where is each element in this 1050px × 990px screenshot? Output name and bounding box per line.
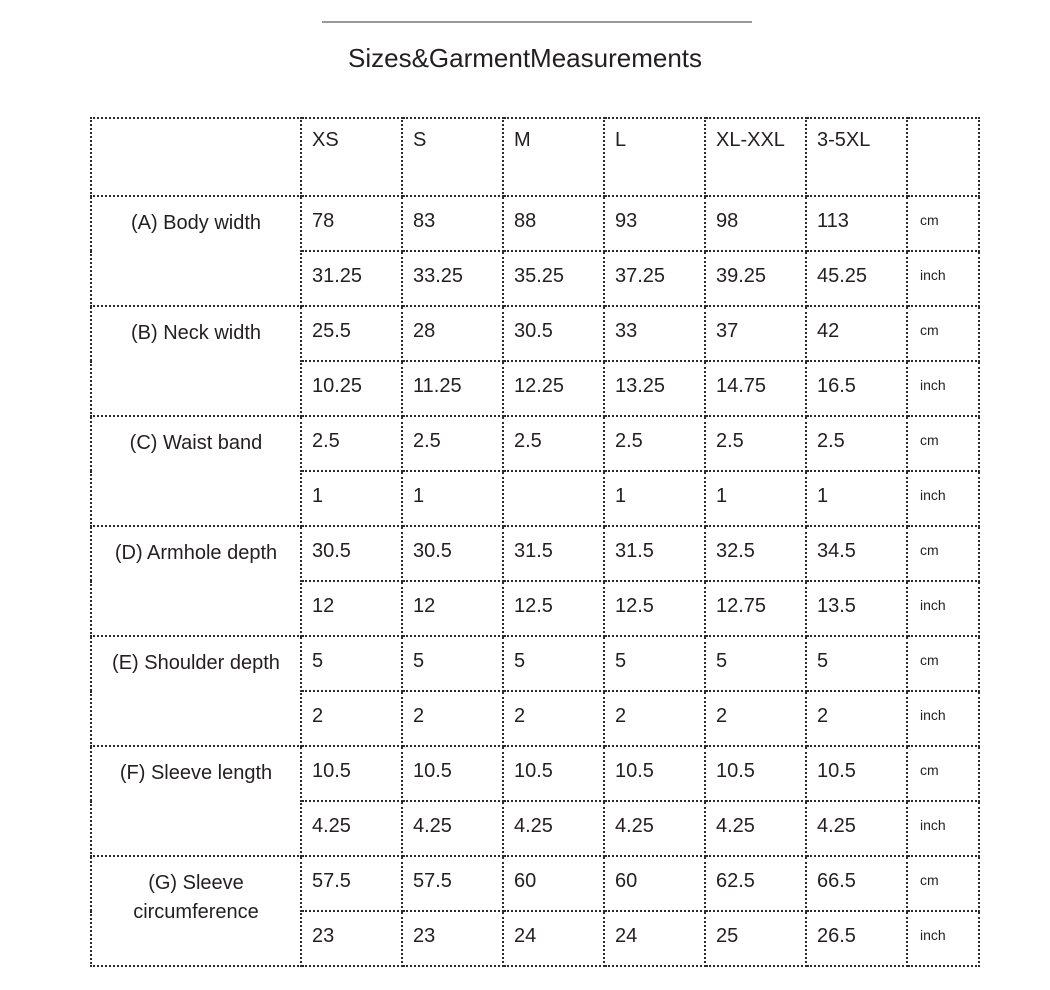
- cell-value: 2: [312, 705, 324, 727]
- cell-e-shoulder-depth-inch-xl-xxl: [705, 691, 806, 746]
- cell-d-armhole-depth-inch-xs: [301, 581, 402, 636]
- cell-value: 2: [514, 705, 526, 727]
- cell-f-sleeve-length-inch-s: [402, 801, 503, 856]
- row-label-a-body-width: [91, 196, 301, 306]
- cell-c-waist-band-cm-s: [402, 416, 503, 471]
- cell-value: 12: [312, 595, 335, 617]
- cell-c-waist-band-cm-xs: [301, 416, 402, 471]
- cell-value: 57.5: [312, 870, 351, 892]
- cell-value: 5: [615, 650, 627, 672]
- cell-b-neck-width-inch-s: [402, 361, 503, 416]
- cell-value: 1: [312, 485, 324, 507]
- unit-cell-c-waist-band-inch: [907, 471, 979, 526]
- cell-value: 62.5: [716, 870, 755, 892]
- cell-g-sleeve-circumference-inch-3-5xl: [806, 911, 907, 966]
- cell-value: 2.5: [312, 430, 340, 452]
- unit-cell-e-shoulder-depth-cm: [907, 636, 979, 691]
- header-cell-size-xs: [301, 118, 402, 196]
- cell-g-sleeve-circumference-inch-l: [604, 911, 705, 966]
- cell-value: 83: [413, 210, 436, 232]
- cell-value: 4.25: [615, 815, 654, 837]
- cell-value: 33: [615, 320, 638, 342]
- cell-value: 34.5: [817, 540, 856, 562]
- cell-value: 1: [817, 485, 829, 507]
- table-row-c-waist-band-cm: [91, 416, 979, 471]
- cell-value: 2: [413, 705, 425, 727]
- cell-value: 10.5: [514, 760, 553, 782]
- cell-value: 30.5: [514, 320, 553, 342]
- cell-value: 33.25: [413, 265, 464, 287]
- cell-value: 26.5: [817, 925, 856, 947]
- header-unit-label: [908, 119, 978, 128]
- unit-cell-b-neck-width-inch: [907, 361, 979, 416]
- cell-value: 31.25: [312, 265, 363, 287]
- unit-cell-f-sleeve-length-inch: [907, 801, 979, 856]
- row-label-d-armhole-depth: [91, 526, 301, 636]
- cell-value: 113: [817, 210, 849, 232]
- cell-f-sleeve-length-inch-l: [604, 801, 705, 856]
- header-cell-size-s: [402, 118, 503, 196]
- cell-value: 16.5: [817, 375, 856, 397]
- cell-a-body-width-inch-l: [604, 251, 705, 306]
- unit-label: cm: [920, 652, 939, 668]
- cell-a-body-width-inch-s: [402, 251, 503, 306]
- cell-e-shoulder-depth-inch-l: [604, 691, 705, 746]
- cell-e-shoulder-depth-inch-3-5xl: [806, 691, 907, 746]
- unit-label: inch: [920, 487, 946, 503]
- cell-value: 31.5: [514, 540, 553, 562]
- cell-a-body-width-cm-3-5xl: [806, 196, 907, 251]
- row-label-c-waist-band: [91, 416, 301, 526]
- row-label-text: (B) Neck width: [130, 322, 262, 344]
- cell-value: 2.5: [413, 430, 441, 452]
- cell-g-sleeve-circumference-cm-m: [503, 856, 604, 911]
- cell-e-shoulder-depth-cm-m: [503, 636, 604, 691]
- table-header-row: [91, 118, 979, 196]
- unit-label: cm: [920, 762, 939, 778]
- title-divider-rule: [322, 21, 752, 23]
- cell-value: 39.25: [716, 265, 767, 287]
- cell-a-body-width-inch-m: [503, 251, 604, 306]
- cell-value: 60: [615, 870, 638, 892]
- row-label-text: (F) Sleeve length: [119, 762, 273, 784]
- cell-f-sleeve-length-inch-3-5xl: [806, 801, 907, 856]
- header-cell-size-3-5xl: [806, 118, 907, 196]
- cell-f-sleeve-length-cm-l: [604, 746, 705, 801]
- cell-a-body-width-inch-3-5xl: [806, 251, 907, 306]
- cell-value: 2: [615, 705, 627, 727]
- table-row-a-body-width-cm: [91, 196, 979, 251]
- cell-value: 10.5: [413, 760, 452, 782]
- cell-value: 12.25: [514, 375, 565, 397]
- cell-value: 4.25: [716, 815, 755, 837]
- cell-value: 4.25: [817, 815, 856, 837]
- cell-a-body-width-cm-m: [503, 196, 604, 251]
- cell-d-armhole-depth-cm-xl-xxl: [705, 526, 806, 581]
- unit-cell-d-armhole-depth-cm: [907, 526, 979, 581]
- table-row-d-armhole-depth-cm: [91, 526, 979, 581]
- unit-cell-f-sleeve-length-cm: [907, 746, 979, 801]
- cell-value: 10.25: [312, 375, 363, 397]
- cell-value: 32.5: [716, 540, 755, 562]
- row-label-f-sleeve-length: [91, 746, 301, 856]
- row-label-g-sleeve-circumference: [91, 856, 301, 966]
- unit-label: inch: [920, 597, 946, 613]
- unit-label: cm: [920, 542, 939, 558]
- unit-label: cm: [920, 212, 939, 228]
- cell-value: 11.25: [413, 375, 462, 397]
- cell-e-shoulder-depth-cm-3-5xl: [806, 636, 907, 691]
- cell-value: 5: [312, 650, 324, 672]
- cell-value: 2.5: [514, 430, 542, 452]
- header-cell-size-m: [503, 118, 604, 196]
- cell-value: 78: [312, 210, 335, 232]
- cell-b-neck-width-cm-s: [402, 306, 503, 361]
- cell-f-sleeve-length-inch-m: [503, 801, 604, 856]
- cell-value: 10.5: [716, 760, 755, 782]
- cell-value: 25.5: [312, 320, 351, 342]
- cell-value: 1: [615, 485, 627, 507]
- size-chart-container: [90, 117, 978, 960]
- cell-value: [504, 472, 603, 484]
- cell-g-sleeve-circumference-cm-xs: [301, 856, 402, 911]
- unit-label: inch: [920, 817, 946, 833]
- cell-b-neck-width-cm-l: [604, 306, 705, 361]
- cell-e-shoulder-depth-cm-l: [604, 636, 705, 691]
- cell-value: 37.25: [615, 265, 666, 287]
- cell-a-body-width-cm-l: [604, 196, 705, 251]
- cell-value: 23: [413, 925, 436, 947]
- table-row-f-sleeve-length-cm: [91, 746, 979, 801]
- cell-g-sleeve-circumference-cm-3-5xl: [806, 856, 907, 911]
- cell-f-sleeve-length-cm-xs: [301, 746, 402, 801]
- unit-cell-e-shoulder-depth-inch: [907, 691, 979, 746]
- cell-d-armhole-depth-cm-l: [604, 526, 705, 581]
- unit-label: inch: [920, 927, 946, 943]
- cell-value: 23: [312, 925, 335, 947]
- cell-value: 4.25: [413, 815, 452, 837]
- cell-value: 4.25: [312, 815, 351, 837]
- cell-value: 45.25: [817, 265, 868, 287]
- cell-value: 13.5: [817, 595, 856, 617]
- header-cell-row-label: [91, 118, 301, 196]
- cell-value: 57.5: [413, 870, 452, 892]
- cell-b-neck-width-cm-m: [503, 306, 604, 361]
- cell-c-waist-band-inch-m: [503, 471, 604, 526]
- cell-e-shoulder-depth-cm-s: [402, 636, 503, 691]
- cell-value: 12: [413, 595, 436, 617]
- unit-label: cm: [920, 872, 939, 888]
- cell-a-body-width-inch-xs: [301, 251, 402, 306]
- cell-d-armhole-depth-cm-s: [402, 526, 503, 581]
- cell-value: 12.5: [514, 595, 553, 617]
- cell-d-armhole-depth-cm-m: [503, 526, 604, 581]
- cell-value: 5: [716, 650, 728, 672]
- cell-g-sleeve-circumference-cm-l: [604, 856, 705, 911]
- cell-value: 1: [413, 485, 425, 507]
- cell-b-neck-width-inch-3-5xl: [806, 361, 907, 416]
- cell-value: 30.5: [312, 540, 351, 562]
- cell-value: 14.75: [716, 375, 767, 397]
- cell-e-shoulder-depth-inch-xs: [301, 691, 402, 746]
- row-label-b-neck-width: [91, 306, 301, 416]
- cell-value: 12.75: [716, 595, 767, 617]
- cell-value: 10.5: [615, 760, 654, 782]
- cell-value: 1: [716, 485, 728, 507]
- cell-value: 24: [615, 925, 638, 947]
- cell-g-sleeve-circumference-cm-s: [402, 856, 503, 911]
- header-size-label: M: [514, 129, 531, 151]
- cell-d-armhole-depth-inch-s: [402, 581, 503, 636]
- unit-cell-g-sleeve-circumference-inch: [907, 911, 979, 966]
- cell-f-sleeve-length-cm-3-5xl: [806, 746, 907, 801]
- cell-g-sleeve-circumference-inch-s: [402, 911, 503, 966]
- unit-cell-g-sleeve-circumference-cm: [907, 856, 979, 911]
- cell-value: 37: [716, 320, 739, 342]
- cell-f-sleeve-length-inch-xs: [301, 801, 402, 856]
- unit-label: cm: [920, 322, 939, 338]
- row-label-e-shoulder-depth: [91, 636, 301, 746]
- cell-value: 5: [817, 650, 829, 672]
- unit-label: cm: [920, 432, 939, 448]
- cell-b-neck-width-inch-m: [503, 361, 604, 416]
- cell-value: 10.5: [817, 760, 856, 782]
- cell-b-neck-width-cm-3-5xl: [806, 306, 907, 361]
- cell-d-armhole-depth-cm-3-5xl: [806, 526, 907, 581]
- cell-d-armhole-depth-cm-xs: [301, 526, 402, 581]
- cell-g-sleeve-circumference-inch-xl-xxl: [705, 911, 806, 966]
- header-cell-size-xl-xxl: [705, 118, 806, 196]
- cell-c-waist-band-inch-s: [402, 471, 503, 526]
- header-row-label-text: [92, 119, 300, 128]
- cell-value: 2.5: [817, 430, 845, 452]
- cell-f-sleeve-length-cm-xl-xxl: [705, 746, 806, 801]
- header-cell-unit: [907, 118, 979, 196]
- row-label-text: (C) Waist band: [129, 432, 263, 454]
- cell-value: 2: [817, 705, 829, 727]
- cell-b-neck-width-cm-xl-xxl: [705, 306, 806, 361]
- header-size-label: 3-5XL: [817, 129, 871, 151]
- cell-value: 24: [514, 925, 537, 947]
- cell-value: 10.5: [312, 760, 351, 782]
- cell-c-waist-band-cm-l: [604, 416, 705, 471]
- cell-value: 35.25: [514, 265, 565, 287]
- unit-cell-a-body-width-inch: [907, 251, 979, 306]
- cell-c-waist-band-cm-m: [503, 416, 604, 471]
- cell-c-waist-band-inch-l: [604, 471, 705, 526]
- row-label-text: (E) Shoulder depth: [112, 652, 280, 674]
- row-label-text: (A) Body width: [130, 212, 262, 234]
- cell-value: 13.25: [615, 375, 666, 397]
- cell-b-neck-width-inch-xl-xxl: [705, 361, 806, 416]
- cell-e-shoulder-depth-cm-xl-xxl: [705, 636, 806, 691]
- cell-value: 5: [514, 650, 526, 672]
- cell-f-sleeve-length-inch-xl-xxl: [705, 801, 806, 856]
- cell-value: 93: [615, 210, 638, 232]
- unit-cell-c-waist-band-cm: [907, 416, 979, 471]
- cell-value: 12.5: [615, 595, 654, 617]
- cell-value: 5: [413, 650, 425, 672]
- header-size-label: XL-XXL: [716, 129, 785, 151]
- cell-d-armhole-depth-inch-m: [503, 581, 604, 636]
- cell-value: 28: [413, 320, 436, 342]
- row-label-text: (G) Sleeve circumference: [133, 872, 259, 923]
- page-title: Sizes&GarmentMeasurements: [347, 43, 703, 73]
- cell-value: 60: [514, 870, 537, 892]
- cell-f-sleeve-length-cm-s: [402, 746, 503, 801]
- table-row-e-shoulder-depth-cm: [91, 636, 979, 691]
- cell-value: 42: [817, 320, 840, 342]
- unit-cell-b-neck-width-cm: [907, 306, 979, 361]
- cell-value: 31.5: [615, 540, 654, 562]
- cell-d-armhole-depth-inch-xl-xxl: [705, 581, 806, 636]
- cell-value: 25: [716, 925, 739, 947]
- unit-cell-d-armhole-depth-inch: [907, 581, 979, 636]
- table-row-b-neck-width-cm: [91, 306, 979, 361]
- unit-label: inch: [920, 707, 946, 723]
- cell-value: 2.5: [716, 430, 744, 452]
- cell-e-shoulder-depth-cm-xs: [301, 636, 402, 691]
- header-size-label: S: [413, 129, 427, 151]
- cell-a-body-width-inch-xl-xxl: [705, 251, 806, 306]
- cell-f-sleeve-length-cm-m: [503, 746, 604, 801]
- cell-c-waist-band-inch-xs: [301, 471, 402, 526]
- cell-e-shoulder-depth-inch-m: [503, 691, 604, 746]
- cell-value: 2: [716, 705, 728, 727]
- cell-d-armhole-depth-inch-l: [604, 581, 705, 636]
- cell-value: 88: [514, 210, 537, 232]
- cell-c-waist-band-inch-xl-xxl: [705, 471, 806, 526]
- cell-a-body-width-cm-xs: [301, 196, 402, 251]
- size-measurements-table: [90, 117, 980, 967]
- cell-value: 2.5: [615, 430, 643, 452]
- cell-value: 98: [716, 210, 739, 232]
- cell-g-sleeve-circumference-cm-xl-xxl: [705, 856, 806, 911]
- cell-g-sleeve-circumference-inch-m: [503, 911, 604, 966]
- cell-b-neck-width-inch-xs: [301, 361, 402, 416]
- unit-cell-a-body-width-cm: [907, 196, 979, 251]
- header-size-label: L: [615, 129, 627, 151]
- cell-a-body-width-cm-xl-xxl: [705, 196, 806, 251]
- cell-b-neck-width-cm-xs: [301, 306, 402, 361]
- cell-value: 30.5: [413, 540, 452, 562]
- cell-b-neck-width-inch-l: [604, 361, 705, 416]
- cell-d-armhole-depth-inch-3-5xl: [806, 581, 907, 636]
- cell-c-waist-band-cm-xl-xxl: [705, 416, 806, 471]
- cell-c-waist-band-cm-3-5xl: [806, 416, 907, 471]
- cell-e-shoulder-depth-inch-s: [402, 691, 503, 746]
- cell-value: 4.25: [514, 815, 553, 837]
- row-label-text: (D) Armhole depth: [114, 542, 278, 564]
- header-size-label: XS: [312, 129, 339, 151]
- unit-label: inch: [920, 377, 946, 393]
- cell-g-sleeve-circumference-inch-xs: [301, 911, 402, 966]
- cell-a-body-width-cm-s: [402, 196, 503, 251]
- unit-label: inch: [920, 267, 946, 283]
- table-row-g-sleeve-circumference-cm: [91, 856, 979, 911]
- cell-value: 66.5: [817, 870, 856, 892]
- header-cell-size-l: [604, 118, 705, 196]
- cell-c-waist-band-inch-3-5xl: [806, 471, 907, 526]
